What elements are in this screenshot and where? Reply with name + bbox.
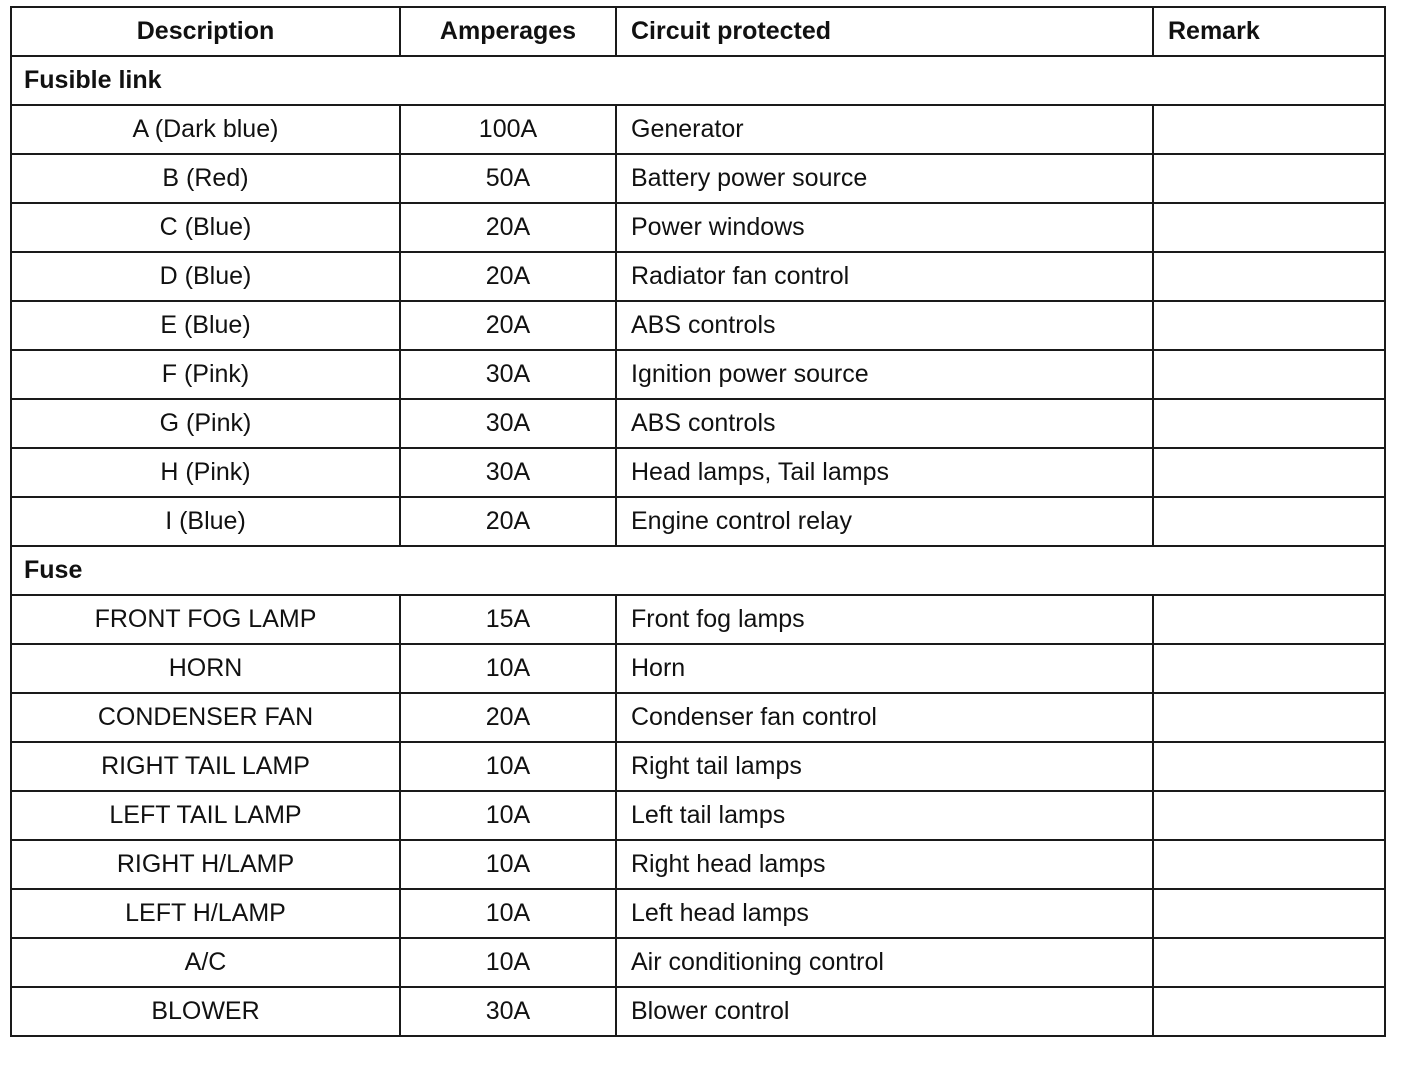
cell-description: A/C [11,938,400,987]
table-row [11,742,1385,791]
table-row [11,595,1385,644]
cell-circuit: Horn [616,644,1153,693]
cell-amperage: 30A [400,350,616,399]
cell-amperage: 10A [400,644,616,693]
header-amperages: Amperages [400,7,616,56]
cell-description: I (Blue) [11,497,400,546]
table-row [11,154,1385,203]
cell-description: B (Red) [11,154,400,203]
cell-description: H (Pink) [11,448,400,497]
header-description: Description [11,7,400,56]
table-row [11,301,1385,350]
table-body [11,56,1385,1036]
cell-amperage: 10A [400,889,616,938]
cell-amperage: 20A [400,203,616,252]
cell-remark [1153,448,1385,497]
cell-remark [1153,301,1385,350]
cell-amperage: 30A [400,399,616,448]
cell-amperage: 20A [400,301,616,350]
table-row [11,791,1385,840]
header-circuit-protected: Circuit protected [616,7,1153,56]
cell-remark [1153,497,1385,546]
cell-description: HORN [11,644,400,693]
cell-circuit: Condenser fan control [616,693,1153,742]
cell-amperage: 15A [400,595,616,644]
cell-remark [1153,203,1385,252]
cell-description: D (Blue) [11,252,400,301]
cell-circuit: Front fog lamps [616,595,1153,644]
cell-description: G (Pink) [11,399,400,448]
cell-remark [1153,742,1385,791]
cell-description: CONDENSER FAN [11,693,400,742]
cell-amperage: 20A [400,693,616,742]
cell-remark [1153,105,1385,154]
section-title: Fuse [11,546,1385,595]
cell-circuit: ABS controls [616,399,1153,448]
cell-description: RIGHT TAIL LAMP [11,742,400,791]
cell-circuit: Head lamps, Tail lamps [616,448,1153,497]
cell-description: FRONT FOG LAMP [11,595,400,644]
cell-circuit: Battery power source [616,154,1153,203]
table-row [11,497,1385,546]
cell-remark [1153,154,1385,203]
cell-remark [1153,595,1385,644]
fuse-table [10,6,1386,1037]
cell-amperage: 10A [400,791,616,840]
cell-remark [1153,252,1385,301]
cell-circuit: Right head lamps [616,840,1153,889]
cell-remark [1153,693,1385,742]
header-remark: Remark [1153,7,1385,56]
cell-description: F (Pink) [11,350,400,399]
cell-circuit: Left head lamps [616,889,1153,938]
header-row [11,7,1385,56]
cell-amperage: 20A [400,252,616,301]
cell-description: LEFT TAIL LAMP [11,791,400,840]
cell-remark [1153,987,1385,1036]
table-row [11,203,1385,252]
section-title: Fusible link [11,56,1385,105]
table-row [11,693,1385,742]
table-row [11,252,1385,301]
cell-amperage: 10A [400,840,616,889]
cell-description: RIGHT H/LAMP [11,840,400,889]
table-row [11,938,1385,987]
cell-circuit: Left tail lamps [616,791,1153,840]
cell-description: LEFT H/LAMP [11,889,400,938]
section-row [11,56,1385,105]
table-row [11,840,1385,889]
cell-remark [1153,840,1385,889]
section-row [11,546,1385,595]
cell-amperage: 20A [400,497,616,546]
cell-circuit: Engine control relay [616,497,1153,546]
cell-amperage: 10A [400,742,616,791]
table-row [11,889,1385,938]
cell-circuit: Power windows [616,203,1153,252]
table-row [11,350,1385,399]
cell-circuit: ABS controls [616,301,1153,350]
cell-amperage: 10A [400,938,616,987]
table-row [11,644,1385,693]
cell-remark [1153,889,1385,938]
cell-circuit: Air conditioning control [616,938,1153,987]
cell-circuit: Generator [616,105,1153,154]
cell-remark [1153,350,1385,399]
cell-remark [1153,399,1385,448]
cell-description: A (Dark blue) [11,105,400,154]
cell-description: E (Blue) [11,301,400,350]
cell-remark [1153,938,1385,987]
cell-amperage: 30A [400,987,616,1036]
cell-description: BLOWER [11,987,400,1036]
cell-amperage: 50A [400,154,616,203]
cell-description: C (Blue) [11,203,400,252]
cell-circuit: Ignition power source [616,350,1153,399]
table-row [11,448,1385,497]
table-row [11,105,1385,154]
cell-circuit: Right tail lamps [616,742,1153,791]
cell-circuit: Radiator fan control [616,252,1153,301]
cell-circuit: Blower control [616,987,1153,1036]
cell-amperage: 100A [400,105,616,154]
cell-remark [1153,791,1385,840]
table-row [11,987,1385,1036]
cell-amperage: 30A [400,448,616,497]
table-row [11,399,1385,448]
cell-remark [1153,644,1385,693]
